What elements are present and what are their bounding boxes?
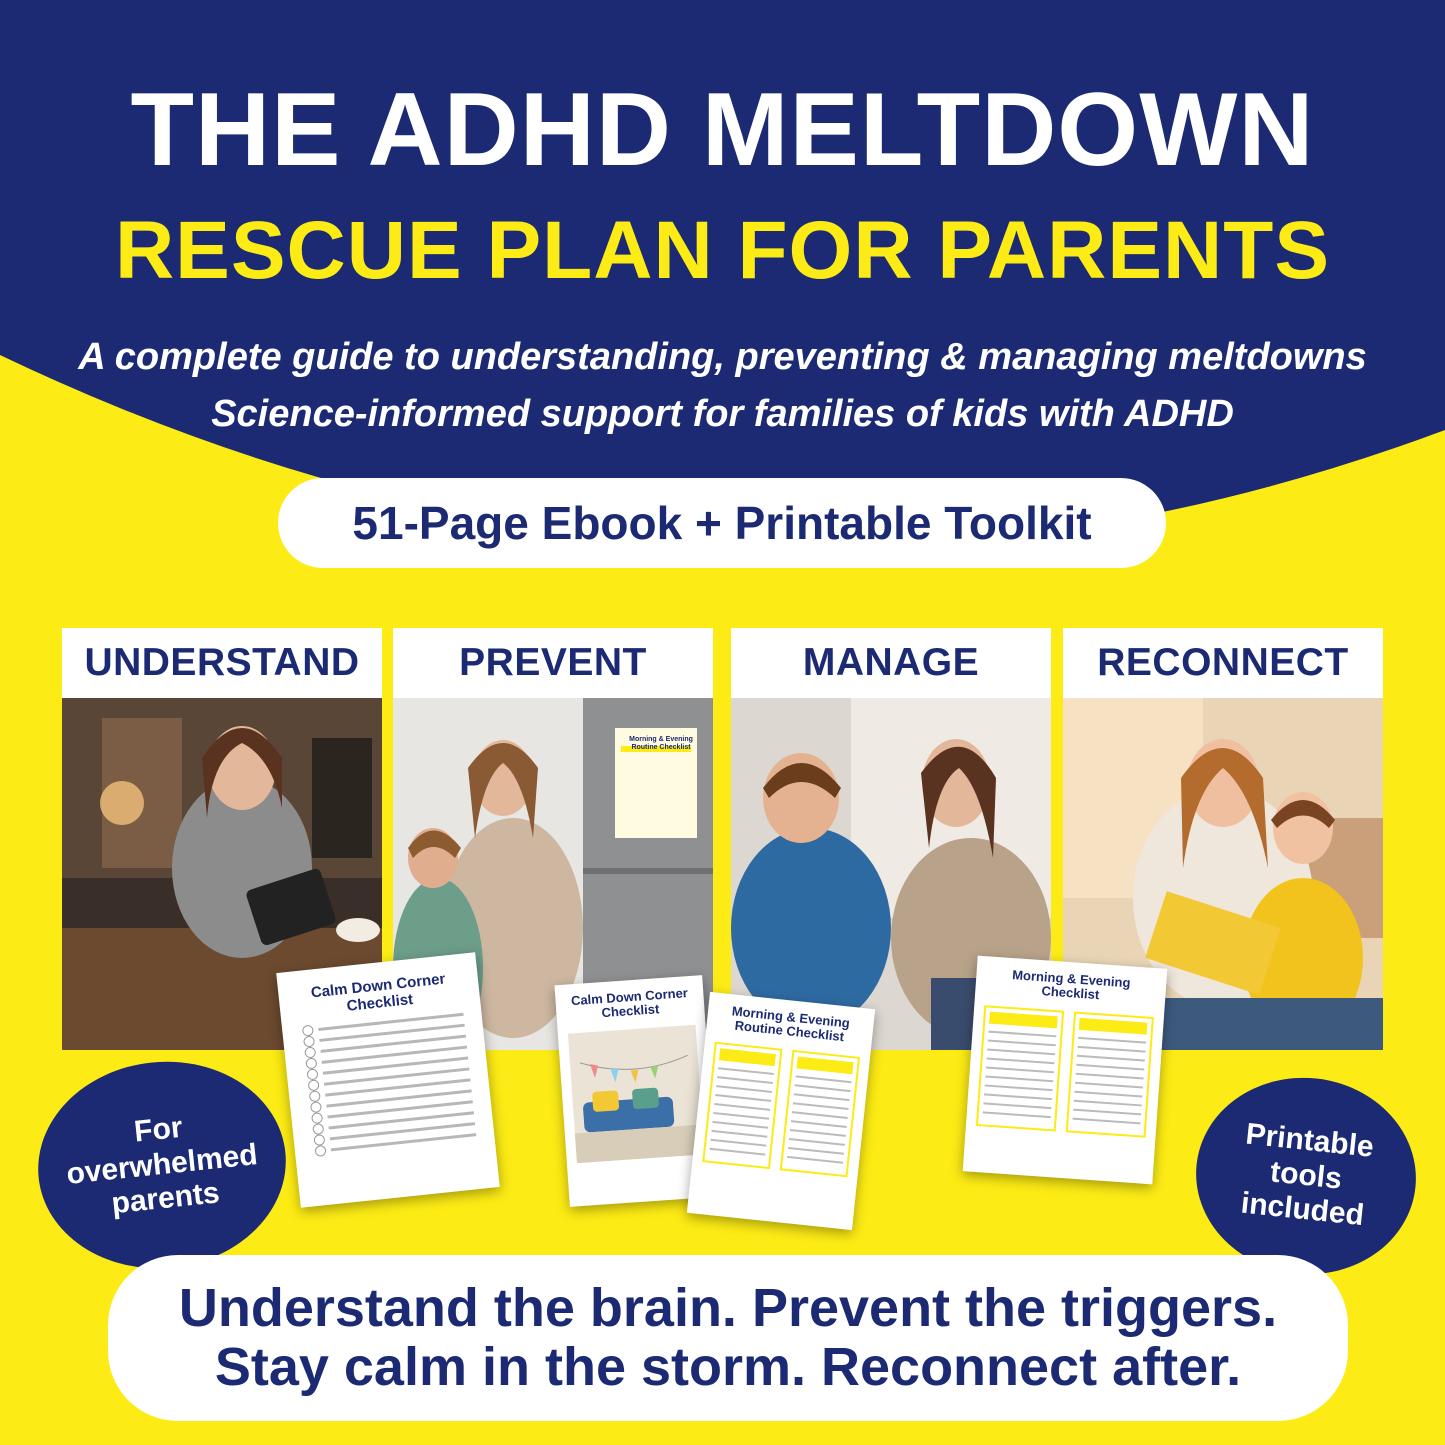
tagline-line-2: Stay calm in the storm. Reconnect after. — [214, 1337, 1242, 1397]
overwhelmed-parents-badge: For overwhelmed parents — [28, 1050, 296, 1281]
routine-checklist-document — [687, 992, 875, 1230]
document-title: Morning & Evening Checklist — [1011, 967, 1131, 1003]
title-line-1: THE ADHD MELTDOWN — [130, 72, 1315, 188]
document-title: Calm Down Corner Checklist — [310, 970, 447, 1015]
panel-label: UNDERSTAND — [84, 641, 360, 684]
subtitle-line-2: Science-informed support for families of kids with ADHD — [211, 393, 1234, 435]
panel-label: PREVENT — [459, 641, 647, 684]
morning-evening-checklist-document — [963, 956, 1168, 1185]
ebook-badge: 51-Page Ebook + Printable Toolkit — [278, 478, 1166, 568]
title-line-2: RESCUE PLAN FOR PARENTS — [114, 205, 1331, 296]
fridge-checklist-sheet: Morning & Evening Routine Checklist — [629, 736, 693, 751]
subtitle-line-1: A complete guide to understanding, preventing & managing meltdowns — [78, 336, 1367, 378]
document-title: Calm Down Corner Checklist — [570, 985, 689, 1021]
calm-corner-room-photo — [568, 1024, 705, 1163]
document-title: Morning & Evening Routine Checklist — [731, 1003, 851, 1045]
tagline-banner — [108, 1255, 1348, 1421]
panel-label: MANAGE — [802, 641, 980, 684]
calm-corner-checklist-document — [276, 952, 500, 1208]
tagline-line-1: Understand the brain. Prevent the triggers. — [178, 1277, 1278, 1338]
panel-label: RECONNECT — [1097, 641, 1349, 684]
printable-tools-badge: Printable tools included — [1186, 1067, 1425, 1285]
